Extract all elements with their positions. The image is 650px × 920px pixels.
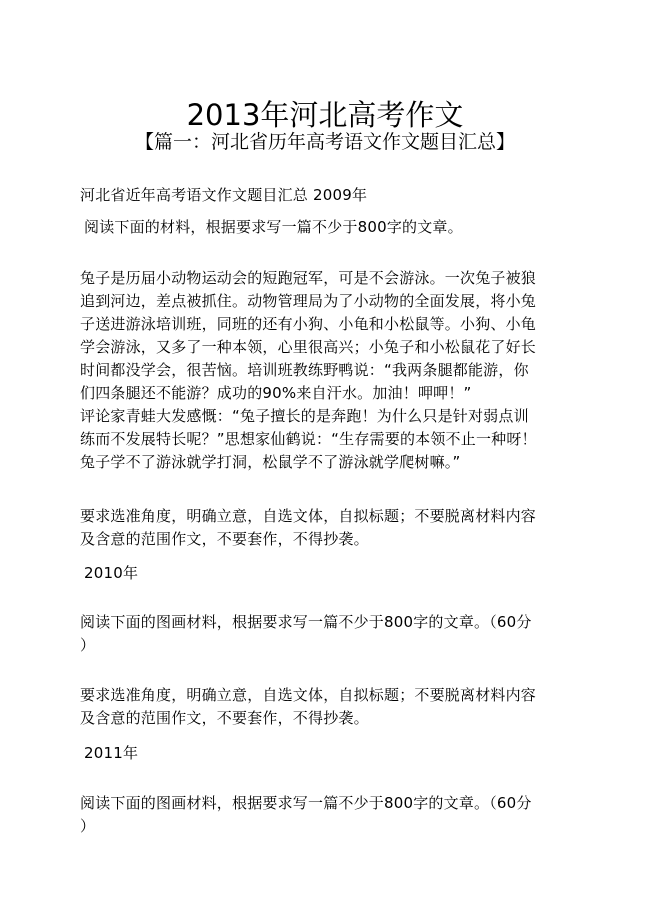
instruction-2009: 阅读下面的材料，根据要求写一篇不少于800字的文章。 [84, 218, 463, 236]
story-line: 练而不发展特长呢？”思想家仙鹤说：“生存需要的本领不止一种呀！ [80, 430, 537, 448]
instruction-line: ） [80, 636, 96, 654]
instruction-line: ） [80, 817, 96, 835]
story-line: 们四条腿还不能游？成功的90%来自汗水。加油！呷呷！” [80, 384, 472, 402]
requirement-line: 及含意的范围作文，不要套作，不得抄袭。 [80, 530, 369, 548]
requirement-2009 [80, 505, 576, 551]
instruction-line: 阅读下面的图画材料，根据要求写一篇不少于800字的文章。（60分 [80, 794, 532, 812]
section-heading: 河北省近年高考语文作文题目汇总 2009年 [80, 186, 368, 204]
page-subtitle: 【篇一：河北省历年高考语文作文题目汇总】 [134, 131, 515, 153]
page-title: 2013年河北高考作文 [186, 98, 464, 133]
instruction-2010 [80, 611, 576, 657]
story-paragraph-2009 [80, 267, 576, 474]
story-line: 评论家青蛙大发感慨：“兔子擅长的是奔跑！为什么只是针对弱点训 [80, 407, 529, 425]
story-line: 子送进游泳培训班，同班的还有小狗、小龟和小松鼠等。小狗、小龟 [80, 315, 537, 333]
instruction-line: 阅读下面的图画材料，根据要求写一篇不少于800字的文章。（60分 [80, 613, 532, 631]
requirement-line: 及含意的范围作文，不要套作，不得抄袭。 [80, 709, 369, 727]
story-line: 兔子学不了游泳就学打洞，松鼠学不了游泳就学爬树嘛。” [80, 453, 461, 471]
story-line: 学会游泳，又多了一种本领，心里很高兴；小兔子和小松鼠花了好长 [80, 338, 537, 356]
requirement-2010 [80, 684, 576, 730]
requirement-line: 要求选准角度，明确立意，自选文体，自拟标题；不要脱离材料内容 [80, 686, 537, 704]
story-line: 时间都没学会，很苦恼。培训班教练野鸭说：“我两条腿都能游，你 [80, 361, 529, 379]
year-heading-2011: 2011年 [84, 744, 139, 762]
year-heading-2010: 2010年 [84, 564, 139, 582]
requirement-line: 要求选准角度，明确立意，自选文体，自拟标题；不要脱离材料内容 [80, 507, 537, 525]
story-line: 兔子是历届小动物运动会的短跑冠军，可是不会游泳。一次兔子被狼 [80, 269, 537, 287]
instruction-2011 [80, 792, 576, 838]
story-line: 追到河边，差点被抓住。动物管理局为了小动物的全面发展，将小兔 [80, 292, 537, 310]
